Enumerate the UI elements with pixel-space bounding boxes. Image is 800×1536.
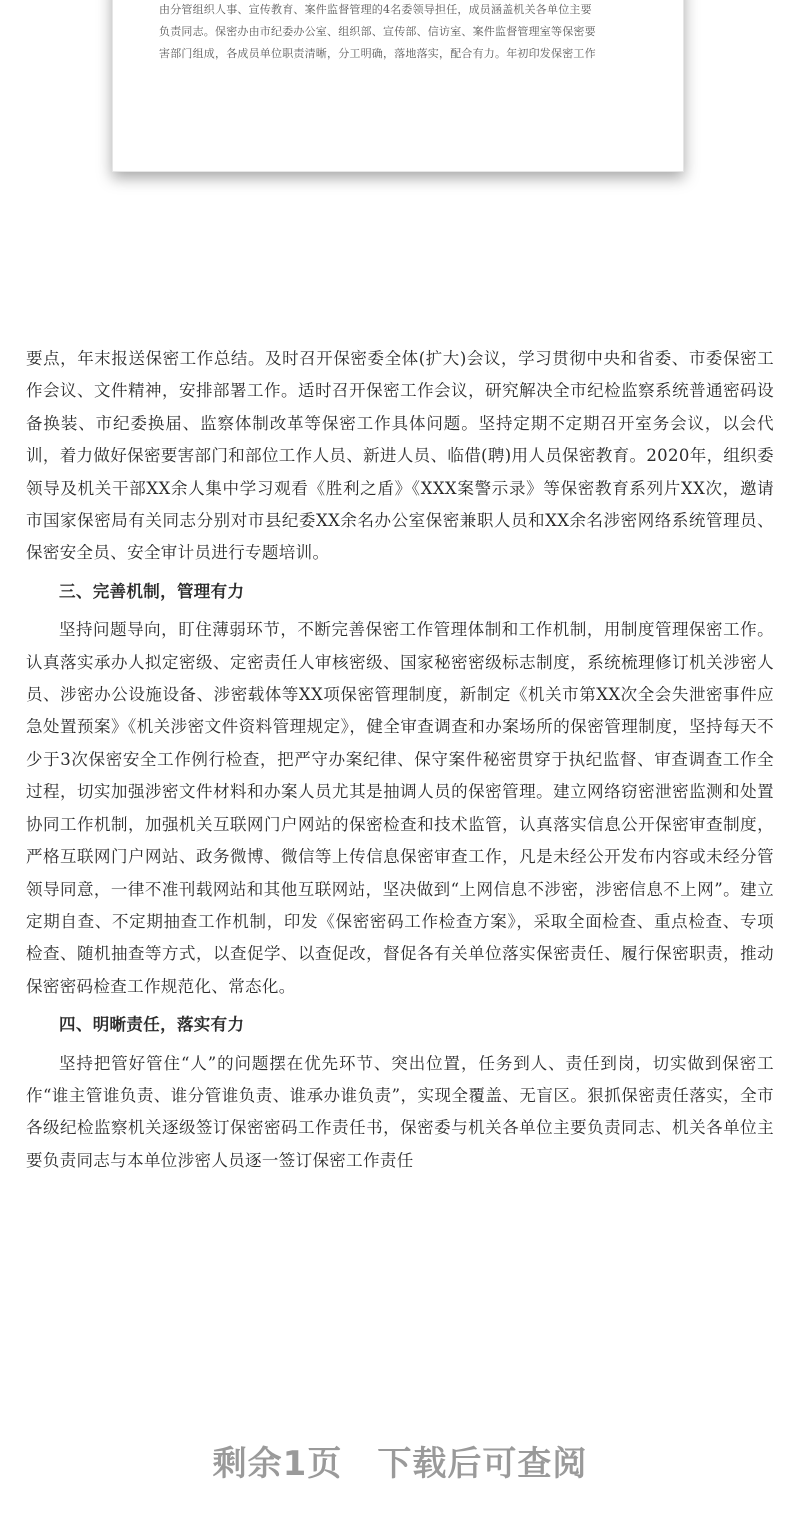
preview-line: 害部门组成，各成员单位职责清晰，分工明确，落地落实，配合有力。年初印发保密工作 bbox=[159, 47, 596, 60]
section-heading: 三、完善机制，管理有力 bbox=[59, 581, 245, 601]
preview-line: 负责同志。保密办由市纪委办公室、组织部、宣传部、信访室、案件监督管理室等保密要 bbox=[159, 25, 596, 38]
section-heading: 四、明晰责任，落实有力 bbox=[59, 1015, 245, 1035]
preview-text-block bbox=[159, 0, 649, 65]
document-preview-card bbox=[112, 0, 684, 172]
paragraph: 要点，年末报送保密工作总结。及时召开保密委全体(扩大)会议，学习贯彻中央和省委、市委保密工作会议、文件精神，安排部署工作。适时召开保密工作会议，研究解决全市纪检监察系统普通密码设备换装、市纪委换届、监察体制改革等保密工作具体问题。坚持定期不定期召开室务会议，以会代训，着力做好保密要害部门和部位工作人员、新进人员、临借(聘)用人员保密教育。2020年，组织委领导及机关干部XX余人集中学习观看《胜利之盾》《XXX案警示录》等保密教育系列片XX次，邀请市国家保密局有关同志分别对市县纪委XX余名办公室保密兼职人员和XX余名涉密网络系统管理员、保密安全员、安全审计员进行专题培训。 bbox=[26, 349, 774, 563]
paragraph: 坚持问题导向，盯住薄弱环节，不断完善保密工作管理体制和工作机制，用制度管理保密工作。认真落实承办人拟定密级、定密责任人审核密级、国家秘密密级标志制度，系统梳理修订机关涉密人员、涉密办公设施设备、涉密载体等XX项保密管理制度，新制定《机关市第XX次全会失泄密事件应急处置预案》《机关涉密文件资料管理规定》，健全审查调查和办案场所的保密管理制度，坚持每天不少于3次保密安全工作例行检查，把严守办案纪律、保守案件秘密贯穿于执纪监督、审查调查工作全过程，切实加强涉密文件材料和办案人员尤其是抽调人员的保密管理。建立网络窃密泄密监测和处置协同工作机制，加强机关互联网门户网站的保密检查和技术监管，认真落实信息公开保密审查制度，严格互联网门户网站、政务微博、微信等上传信息保密审查工作，凡是未经公开发布内容或未经分管领导同意，一律不准刊载网站和其他互联网站，坚决做到“上网信息不涉密，涉密信息不上网”。建立定期自查、不定期抽查工作机制，印发《保密密码工作检查方案》，采取全面检查、重点检查、专项检查、随机抽查等方式，以查促学、以查促改，督促各有关单位落实保密责任、履行保密职责，推动保密密码检查工作规范化、常态化。 bbox=[26, 620, 774, 996]
preview-line: 由分管组织人事、宣传教育、案件监督管理的4名委领导担任，成员涵盖机关各单位主要 bbox=[159, 3, 592, 16]
download-prompt[interactable]: 剩余1页 下载后可查阅 bbox=[212, 1444, 588, 1484]
document-body bbox=[26, 343, 774, 1177]
paragraph: 坚持把管好管住“人”的问题摆在优先环节、突出位置，任务到人、责任到岗，切实做到保密工作“谁主管谁负责、谁分管谁负责、谁承办谁负责”，实现全覆盖、无盲区。狠抓保密责任落实，全市各级纪检监察机关逐级签订保密密码工作责任书，保密委与机关各单位主要负责同志、机关各单位主要负责同志与本单位涉密人员逐一签订保密工作责任 bbox=[26, 1053, 774, 1170]
